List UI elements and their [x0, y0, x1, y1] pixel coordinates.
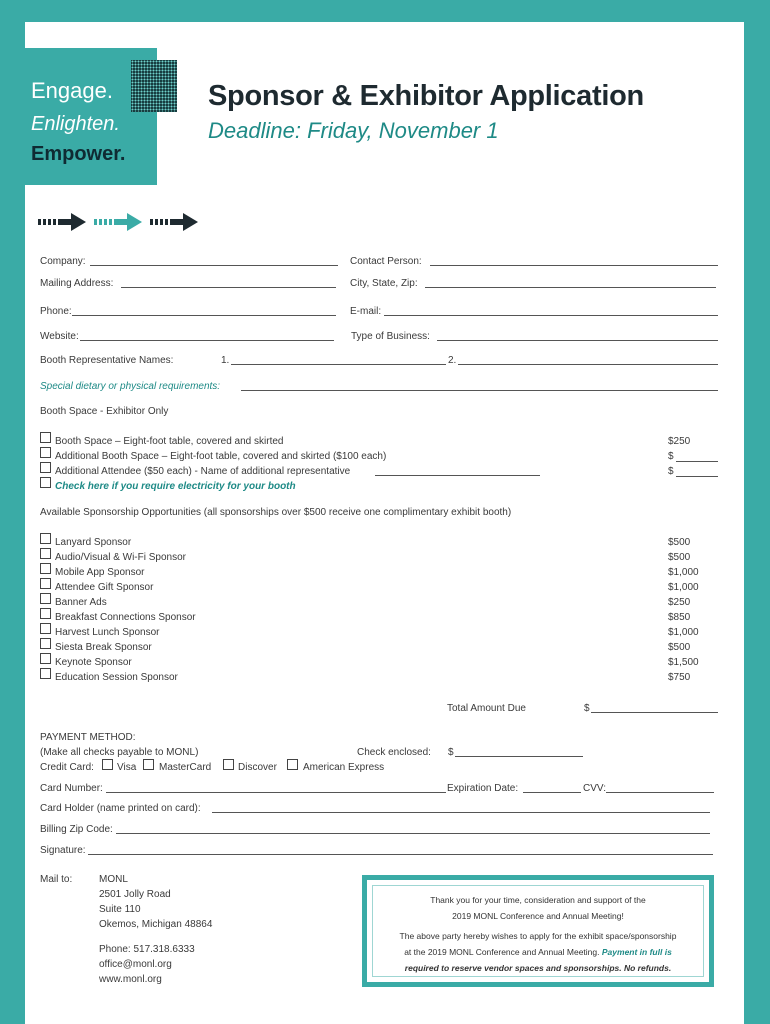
- electricity-label: Check here if you require electricity for your booth: [55, 481, 296, 492]
- zip-label: Billing Zip Code:: [40, 824, 113, 835]
- card-holder-label: Card Holder (name printed on card):: [40, 803, 201, 814]
- website-input[interactable]: [80, 340, 334, 341]
- card-number-label: Card Number:: [40, 783, 103, 794]
- mail-label: Mail to:: [40, 874, 73, 885]
- thanks-line-part: at the 2019 MONL Conference and Annual Meeting.: [404, 947, 600, 957]
- visa-label: Visa: [117, 762, 137, 773]
- company-label: Company:: [40, 256, 86, 267]
- phone-label: Phone:: [40, 306, 72, 317]
- sponsor-price: $500: [668, 642, 691, 653]
- website-label: Website:: [40, 331, 79, 342]
- sponsor-checkbox[interactable]: [40, 653, 51, 664]
- sponsor-label: Breakfast Connections Sponsor: [55, 612, 196, 623]
- sponsor-price: $1,000: [668, 627, 699, 638]
- arrow-right-icon: [94, 212, 144, 232]
- check-enclosed-label: Check enclosed:: [357, 747, 431, 758]
- amex-checkbox[interactable]: [287, 759, 298, 770]
- mail-web[interactable]: www.monl.org: [99, 974, 162, 985]
- expiration-label: Expiration Date:: [447, 783, 519, 794]
- sponsor-label: Siesta Break Sponsor: [55, 642, 152, 653]
- deadline: Deadline: Friday, November 1: [208, 118, 499, 143]
- mailing-input[interactable]: [121, 287, 336, 288]
- email-label: E-mail:: [350, 306, 382, 317]
- sponsor-price: $750: [668, 672, 691, 683]
- company-input[interactable]: [90, 265, 338, 266]
- page-title: Sponsor & Exhibitor Application: [208, 80, 644, 112]
- sponsor-price: $1,500: [668, 657, 699, 668]
- discover-label: Discover: [238, 762, 277, 773]
- sponsor-label: Harvest Lunch Sponsor: [55, 627, 160, 638]
- business-input[interactable]: [437, 340, 718, 341]
- thanks-line: The above party hereby wishes to apply for the exhibit space/sponsorship: [399, 931, 677, 941]
- city-input[interactable]: [425, 287, 716, 288]
- sponsor-checkbox[interactable]: [40, 563, 51, 574]
- sponsor-checkbox[interactable]: [40, 578, 51, 589]
- additional-attendee-label: Additional Attendee ($50 each) - Name of additional representative: [55, 466, 351, 477]
- sponsor-price: $850: [668, 612, 691, 623]
- card-holder-input[interactable]: [212, 812, 710, 813]
- cvv-label: CVV:: [583, 783, 606, 794]
- sponsorship-heading: Available Sponsorship Opportunities (all sponsorships over $500 receive one complimentary exhibit booth): [40, 507, 512, 518]
- thanks-line: [367, 947, 709, 957]
- logo-enlighten: Enlighten.: [31, 113, 120, 135]
- arrow-right-icon: [38, 212, 88, 232]
- visa-checkbox[interactable]: [102, 759, 113, 770]
- city-label: City, State, Zip:: [350, 278, 418, 289]
- dietary-label: Special dietary or physical requirements:: [40, 381, 221, 392]
- mail-phone: Phone: 517.318.6333: [99, 944, 195, 955]
- booth-heading: Booth Space - Exhibitor Only: [40, 406, 169, 417]
- total-label: Total Amount Due: [447, 703, 526, 714]
- booth-checkbox[interactable]: [40, 432, 51, 443]
- payment-in-full: Payment in full is: [601, 947, 672, 957]
- sponsor-checkbox[interactable]: [40, 533, 51, 544]
- additional-booth-price: $: [668, 451, 674, 462]
- rep1-input[interactable]: [231, 364, 446, 365]
- dietary-input[interactable]: [241, 390, 718, 391]
- booth-price: $250: [668, 436, 691, 447]
- mail-line: Okemos, Michigan 48864: [99, 919, 213, 930]
- additional-attendee-name[interactable]: [375, 475, 540, 476]
- sponsor-label: Mobile App Sponsor: [55, 567, 145, 578]
- logo-empower: Empower.: [31, 143, 126, 165]
- check-amount-input[interactable]: [455, 756, 583, 757]
- sponsor-label: Audio/Visual & Wi-Fi Sponsor: [55, 552, 186, 563]
- mail-line: Suite 110: [99, 904, 141, 915]
- credit-card-label: Credit Card:: [40, 762, 94, 773]
- rep2-input[interactable]: [458, 364, 718, 365]
- thanks-line: required to reserve vendor spaces and sponsorships. No refunds.: [404, 963, 672, 973]
- phone-input[interactable]: [72, 315, 336, 316]
- additional-booth-label: Additional Booth Space – Eight-foot table, covered and skirted ($100 each): [55, 451, 387, 462]
- logo-block: [25, 48, 157, 185]
- sponsor-label: Banner Ads: [55, 597, 107, 608]
- sponsor-checkbox[interactable]: [40, 548, 51, 559]
- additional-booth-checkbox[interactable]: [40, 447, 51, 458]
- amex-label: American Express: [303, 762, 385, 773]
- checks-note: (Make all checks payable to MONL): [40, 747, 199, 758]
- additional-booth-amount[interactable]: [676, 461, 718, 462]
- sponsor-checkbox[interactable]: [40, 608, 51, 619]
- signature-label: Signature:: [40, 845, 86, 856]
- rep2-label: 2.: [448, 355, 457, 366]
- mail-line: MONL: [99, 874, 128, 885]
- sponsor-price: $1,000: [668, 567, 699, 578]
- check-currency: $: [448, 747, 454, 758]
- sponsor-price: $250: [668, 597, 691, 608]
- sponsor-price: $500: [668, 537, 691, 548]
- thanks-line: Thank you for your time, consideration and support of the: [430, 895, 646, 905]
- sponsor-checkbox[interactable]: [40, 593, 51, 604]
- cvv-input[interactable]: [606, 792, 714, 793]
- rep1-label: 1.: [221, 355, 230, 366]
- total-input[interactable]: [591, 712, 718, 713]
- sponsor-label: Keynote Sponsor: [55, 657, 132, 668]
- additional-attendee-amount[interactable]: [676, 476, 718, 477]
- sponsor-price: $500: [668, 552, 691, 563]
- electricity-checkbox[interactable]: [40, 477, 51, 488]
- mastercard-label: MasterCard: [159, 762, 212, 773]
- expiration-input[interactable]: [523, 792, 581, 793]
- mailing-label: Mailing Address:: [40, 278, 114, 289]
- arrow-right-icon: [150, 212, 200, 232]
- dot-pattern: [131, 60, 177, 112]
- sponsor-checkbox[interactable]: [40, 668, 51, 679]
- mastercard-checkbox[interactable]: [143, 759, 154, 770]
- booth-item-label: Booth Space – Eight-foot table, covered and skirted: [55, 436, 284, 447]
- card-number-input[interactable]: [106, 792, 446, 793]
- payment-heading: PAYMENT METHOD:: [40, 732, 136, 743]
- zip-input[interactable]: [116, 833, 710, 834]
- sponsor-label: Attendee Gift Sponsor: [55, 582, 154, 593]
- additional-attendee-checkbox[interactable]: [40, 462, 51, 473]
- thanks-box: [362, 875, 714, 987]
- contact-input[interactable]: [430, 265, 718, 266]
- mail-line: 2501 Jolly Road: [99, 889, 171, 900]
- sponsor-checkbox[interactable]: [40, 638, 51, 649]
- sponsor-checkbox[interactable]: [40, 623, 51, 634]
- sponsor-label: Education Session Sponsor: [55, 672, 178, 683]
- total-currency: $: [584, 703, 590, 714]
- sponsor-price: $1,000: [668, 582, 699, 593]
- business-label: Type of Business:: [351, 331, 430, 342]
- sponsor-label: Lanyard Sponsor: [55, 537, 132, 548]
- mail-email[interactable]: office@monl.org: [99, 959, 172, 970]
- contact-label: Contact Person:: [350, 256, 422, 267]
- booth-reps-label: Booth Representative Names:: [40, 355, 174, 366]
- additional-attendee-price: $: [668, 466, 674, 477]
- signature-input[interactable]: [88, 854, 713, 855]
- discover-checkbox[interactable]: [223, 759, 234, 770]
- thanks-line: 2019 MONL Conference and Annual Meeting!: [452, 911, 624, 921]
- logo-engage: Engage.: [31, 78, 113, 103]
- email-input[interactable]: [384, 315, 718, 316]
